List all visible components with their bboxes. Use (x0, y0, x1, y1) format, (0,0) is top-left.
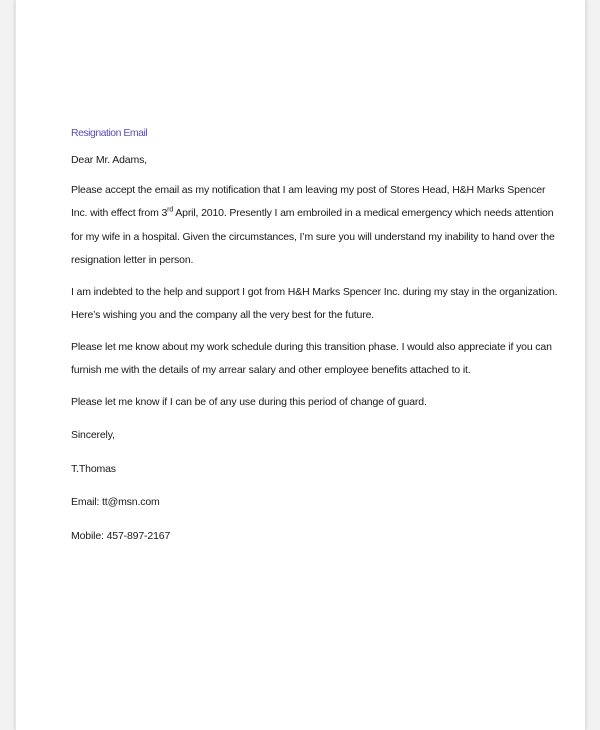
paragraph-2-line-2: Here’s wishing you and the company all the very best for the future. (71, 309, 375, 321)
paragraph-1-line-4: resignation letter in person. (71, 254, 194, 266)
paragraph-1-line-1: Please accept the email as my notification that I am leaving my post of Stores Head, H&H Marks Spencer (71, 183, 546, 196)
paragraph-3 (71, 336, 552, 383)
document-page (15, 0, 586, 730)
email-line: Email: tt@msn.com (71, 496, 160, 508)
paragraph-1-line-3: for my wife in a hospital. Given the circumstances, I’m sure you will understand my inability to hand over the (71, 230, 555, 243)
paragraph-1 (71, 179, 555, 273)
document-title: Resignation Email (71, 127, 148, 139)
document-body (71, 127, 558, 548)
mobile-line: Mobile: 457-897-2167 (71, 529, 171, 542)
paragraph-2 (71, 281, 558, 328)
closing: Sincerely, (71, 429, 115, 441)
paragraph-1-line-2 (71, 202, 554, 226)
paragraph-2-line-1: I am indebted to the help and support I got from H&H Marks Spencer Inc. during my stay in the organization. (71, 285, 558, 298)
salutation: Dear Mr. Adams, (71, 154, 147, 166)
ordinal-suffix: rd (167, 206, 174, 214)
paragraph-1-line-2-start: Inc. with effect from 3 (71, 207, 168, 219)
paragraph-3-line-2: furnish me with the details of my arrear salary and other employee benefits attached to it. (71, 364, 471, 376)
paragraph-4: Please let me know if I can be of any use during this period of change of guard. (71, 395, 427, 408)
paragraph-3-line-1: Please let me know about my work schedule during this transition phase. I would also appreciate if you can (71, 340, 552, 353)
paragraph-1-line-2-end: April, 2010. Presently I am embroiled in a medical emergency which needs attention (173, 207, 554, 219)
signature-name: T.Thomas (71, 462, 116, 475)
